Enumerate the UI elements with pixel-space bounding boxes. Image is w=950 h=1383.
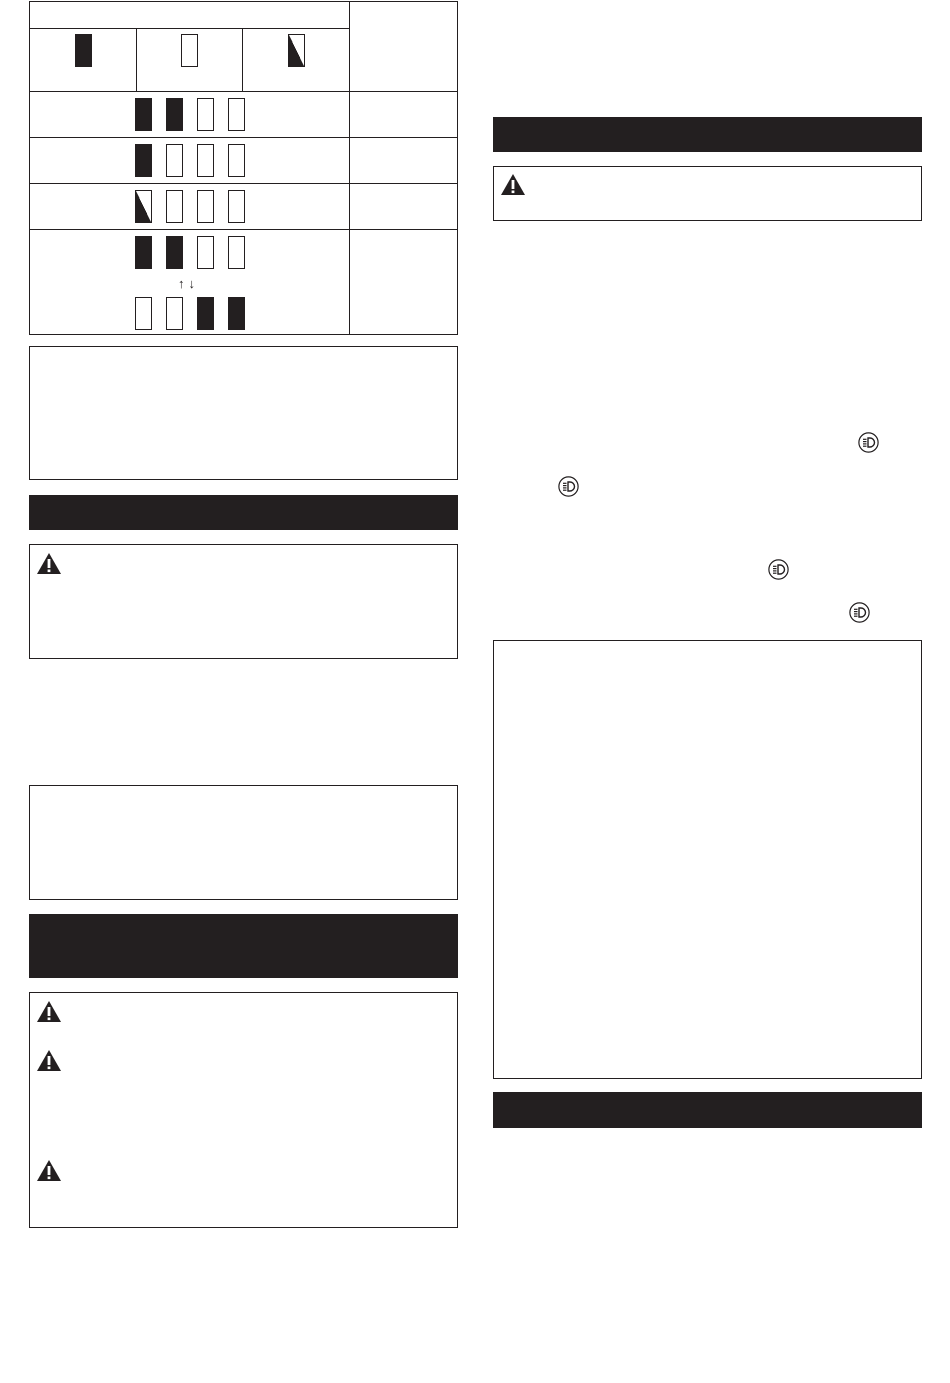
note-box — [29, 785, 458, 900]
indicator-lamp — [135, 98, 152, 131]
indicator-lamp — [228, 190, 245, 223]
indicator-lamp — [197, 190, 214, 223]
table-rule — [30, 229, 457, 230]
note-box — [29, 346, 458, 480]
warning-triangle-icon — [36, 552, 62, 575]
section-heading-bar — [29, 495, 458, 530]
indicator-lamp — [228, 297, 245, 330]
indicator-lamp — [166, 144, 183, 177]
indicator-lamp — [135, 190, 152, 223]
front-lamp-icon — [558, 476, 579, 497]
indicator-lamp — [228, 236, 245, 269]
indicator-lamp — [135, 236, 152, 269]
section-heading-bar — [493, 117, 922, 152]
warning-triangle-icon — [36, 1000, 62, 1023]
warning-triangle-icon — [36, 1049, 62, 1072]
indicator-lamp — [197, 297, 214, 330]
table-rule — [30, 91, 457, 92]
caution-box — [29, 992, 458, 1228]
legend-blinking-indicator — [288, 34, 305, 67]
caution-box — [493, 166, 922, 221]
indicator-lamp — [166, 190, 183, 223]
legend-lit-indicator — [75, 34, 92, 67]
indicator-lamp — [166, 297, 183, 330]
indicator-lamp — [135, 144, 152, 177]
warning-triangle-icon — [36, 1159, 62, 1182]
table-rule — [242, 28, 243, 91]
front-lamp-icon — [768, 559, 789, 580]
section-heading-bar — [29, 914, 458, 978]
indicator-table — [29, 1, 458, 335]
table-rule — [30, 183, 457, 184]
front-lamp-icon — [858, 432, 879, 453]
indicator-lamp — [197, 98, 214, 131]
table-rule — [349, 2, 350, 334]
alternating-arrows: ↑↓ — [178, 276, 199, 291]
table-rule — [30, 137, 457, 138]
legend-off-indicator — [181, 34, 198, 67]
table-rule — [30, 28, 350, 29]
indicator-lamp — [166, 98, 183, 131]
indicator-lamp — [228, 98, 245, 131]
section-heading-bar — [493, 1092, 922, 1128]
indicator-lamp — [228, 144, 245, 177]
note-box — [493, 640, 922, 1079]
caution-box — [29, 544, 458, 659]
indicator-lamp — [135, 297, 152, 330]
warning-triangle-icon — [500, 173, 526, 196]
table-rule — [136, 28, 137, 91]
indicator-lamp — [197, 144, 214, 177]
indicator-lamp — [197, 236, 214, 269]
front-lamp-icon — [849, 602, 870, 623]
indicator-lamp — [166, 236, 183, 269]
